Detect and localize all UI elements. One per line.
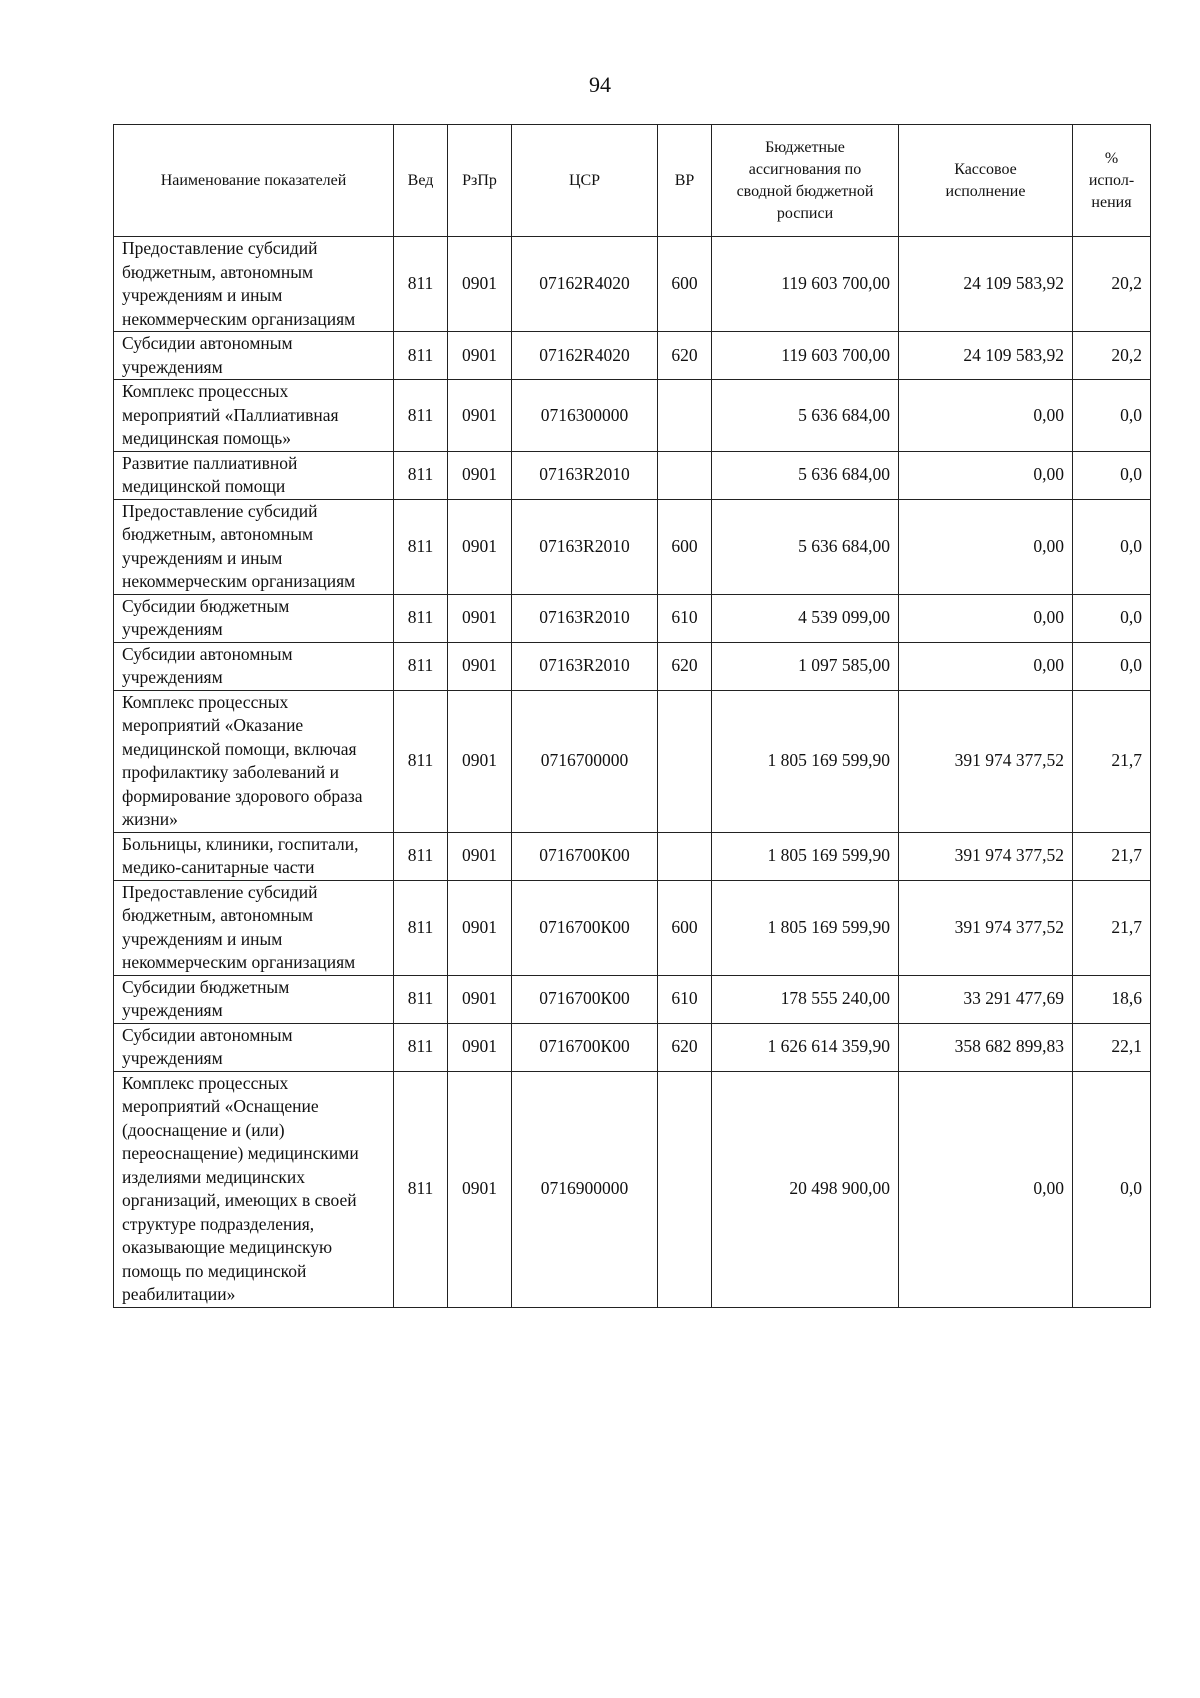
cell-vr: 620 (658, 1023, 712, 1071)
cell-rzpr: 0901 (448, 451, 512, 499)
cell-name: Развитие паллиативной медицинской помощи (114, 451, 394, 499)
cell-cash: 0,00 (899, 642, 1073, 690)
cell-budget: 1 805 169 599,90 (712, 832, 899, 880)
cell-pct: 0,0 (1073, 594, 1151, 642)
table-row (114, 1023, 1151, 1071)
header-name: Наименование показателей (114, 125, 394, 237)
table-row (114, 594, 1151, 642)
header-rzpr: РзПр (448, 125, 512, 237)
header-budget: Бюджетные ассигнования по сводной бюджетной росписи (712, 125, 899, 237)
cell-budget: 119 603 700,00 (712, 332, 899, 380)
header-vr: ВР (658, 125, 712, 237)
cell-rzpr: 0901 (448, 237, 512, 332)
cell-ved: 811 (394, 1071, 448, 1307)
cell-budget: 5 636 684,00 (712, 451, 899, 499)
cell-vr: 620 (658, 642, 712, 690)
cell-pct: 20,2 (1073, 237, 1151, 332)
cell-vr (658, 832, 712, 880)
cell-ved: 811 (394, 594, 448, 642)
cell-cash: 391 974 377,52 (899, 690, 1073, 832)
header-csr: ЦСР (512, 125, 658, 237)
cell-rzpr: 0901 (448, 880, 512, 975)
table-row (114, 1071, 1151, 1307)
table-row (114, 642, 1151, 690)
cell-budget: 119 603 700,00 (712, 237, 899, 332)
cell-rzpr: 0901 (448, 642, 512, 690)
cell-rzpr: 0901 (448, 332, 512, 380)
cell-pct: 0,0 (1073, 380, 1151, 452)
header-cash: Кассовое исполнение (899, 125, 1073, 237)
header-ved: Вед (394, 125, 448, 237)
cell-ved: 811 (394, 451, 448, 499)
cell-budget: 5 636 684,00 (712, 499, 899, 594)
cell-name: Предоставление субсидий бюджетным, автономным учреждениям и иным некоммерческим организациям (114, 880, 394, 975)
cell-cash: 0,00 (899, 1071, 1073, 1307)
table-row (114, 975, 1151, 1023)
cell-csr: 0716700000 (512, 690, 658, 832)
cell-csr: 07163R2010 (512, 642, 658, 690)
cell-pct: 21,7 (1073, 690, 1151, 832)
table-row (114, 880, 1151, 975)
cell-cash: 0,00 (899, 499, 1073, 594)
table-row (114, 499, 1151, 594)
cell-vr: 600 (658, 880, 712, 975)
cell-pct: 0,0 (1073, 642, 1151, 690)
cell-vr: 610 (658, 594, 712, 642)
cell-ved: 811 (394, 880, 448, 975)
table-body (114, 237, 1151, 1308)
cell-pct: 22,1 (1073, 1023, 1151, 1071)
cell-budget: 1 097 585,00 (712, 642, 899, 690)
table-row (114, 332, 1151, 380)
cell-csr: 0716700К00 (512, 832, 658, 880)
cell-budget: 20 498 900,00 (712, 1071, 899, 1307)
cell-rzpr: 0901 (448, 1023, 512, 1071)
cell-budget: 1 805 169 599,90 (712, 690, 899, 832)
table-row (114, 237, 1151, 332)
cell-name: Субсидии автономным учреждениям (114, 332, 394, 380)
cell-vr: 600 (658, 237, 712, 332)
cell-vr: 600 (658, 499, 712, 594)
budget-execution-table (113, 124, 1151, 1308)
cell-name: Комплекс процессных мероприятий «Оснащение (дооснащение и (или) переоснащение) медицинскими изделиями медицинских организаций, имеющих в своей структуре подразделения, оказывающие медицинскую помощь по медицинской реабилитации» (114, 1071, 394, 1307)
cell-budget: 1 626 614 359,90 (712, 1023, 899, 1071)
cell-csr: 07163R2010 (512, 594, 658, 642)
cell-csr: 0716700К00 (512, 880, 658, 975)
cell-ved: 811 (394, 499, 448, 594)
cell-vr (658, 451, 712, 499)
cell-rzpr: 0901 (448, 1071, 512, 1307)
cell-cash: 358 682 899,83 (899, 1023, 1073, 1071)
cell-cash: 0,00 (899, 451, 1073, 499)
cell-pct: 0,0 (1073, 451, 1151, 499)
cell-name: Предоставление субсидий бюджетным, автономным учреждениям и иным некоммерческим организациям (114, 237, 394, 332)
cell-csr: 07162R4020 (512, 237, 658, 332)
cell-budget: 178 555 240,00 (712, 975, 899, 1023)
cell-csr: 0716900000 (512, 1071, 658, 1307)
table-row (114, 451, 1151, 499)
cell-name: Больницы, клиники, госпитали, медико-санитарные части (114, 832, 394, 880)
cell-vr: 620 (658, 332, 712, 380)
cell-csr: 07162R4020 (512, 332, 658, 380)
cell-vr (658, 690, 712, 832)
cell-csr: 0716700К00 (512, 975, 658, 1023)
cell-pct: 20,2 (1073, 332, 1151, 380)
cell-cash: 0,00 (899, 594, 1073, 642)
cell-vr (658, 380, 712, 452)
cell-rzpr: 0901 (448, 594, 512, 642)
cell-cash: 24 109 583,92 (899, 332, 1073, 380)
table-row (114, 380, 1151, 452)
cell-name: Комплекс процессных мероприятий «Паллиативная медицинская помощь» (114, 380, 394, 452)
cell-name: Субсидии бюджетным учреждениям (114, 594, 394, 642)
cell-ved: 811 (394, 642, 448, 690)
cell-budget: 5 636 684,00 (712, 380, 899, 452)
cell-pct: 18,6 (1073, 975, 1151, 1023)
cell-name: Комплекс процессных мероприятий «Оказание медицинской помощи, включая профилактику заболеваний и формирование здорового образа жизни» (114, 690, 394, 832)
table-row (114, 832, 1151, 880)
table-row (114, 690, 1151, 832)
cell-cash: 391 974 377,52 (899, 880, 1073, 975)
cell-name: Субсидии автономным учреждениям (114, 1023, 394, 1071)
cell-rzpr: 0901 (448, 690, 512, 832)
cell-vr: 610 (658, 975, 712, 1023)
cell-pct: 0,0 (1073, 499, 1151, 594)
cell-csr: 0716300000 (512, 380, 658, 452)
cell-budget: 4 539 099,00 (712, 594, 899, 642)
cell-ved: 811 (394, 332, 448, 380)
cell-rzpr: 0901 (448, 499, 512, 594)
cell-budget: 1 805 169 599,90 (712, 880, 899, 975)
cell-name: Предоставление субсидий бюджетным, автономным учреждениям и иным некоммерческим организациям (114, 499, 394, 594)
cell-pct: 0,0 (1073, 1071, 1151, 1307)
cell-vr (658, 1071, 712, 1307)
cell-ved: 811 (394, 1023, 448, 1071)
cell-rzpr: 0901 (448, 975, 512, 1023)
cell-csr: 0716700К00 (512, 1023, 658, 1071)
cell-cash: 0,00 (899, 380, 1073, 452)
cell-csr: 07163R2010 (512, 451, 658, 499)
cell-ved: 811 (394, 237, 448, 332)
page-number: 94 (589, 72, 611, 97)
cell-ved: 811 (394, 690, 448, 832)
cell-csr: 07163R2010 (512, 499, 658, 594)
cell-pct: 21,7 (1073, 832, 1151, 880)
cell-name: Субсидии автономным учреждениям (114, 642, 394, 690)
cell-cash: 33 291 477,69 (899, 975, 1073, 1023)
cell-ved: 811 (394, 380, 448, 452)
cell-rzpr: 0901 (448, 380, 512, 452)
cell-rzpr: 0901 (448, 832, 512, 880)
cell-ved: 811 (394, 975, 448, 1023)
cell-name: Субсидии бюджетным учреждениям (114, 975, 394, 1023)
cell-cash: 391 974 377,52 (899, 832, 1073, 880)
header-pct: % испол-нения (1073, 125, 1151, 237)
cell-cash: 24 109 583,92 (899, 237, 1073, 332)
cell-pct: 21,7 (1073, 880, 1151, 975)
table-header-row (114, 125, 1151, 237)
cell-ved: 811 (394, 832, 448, 880)
